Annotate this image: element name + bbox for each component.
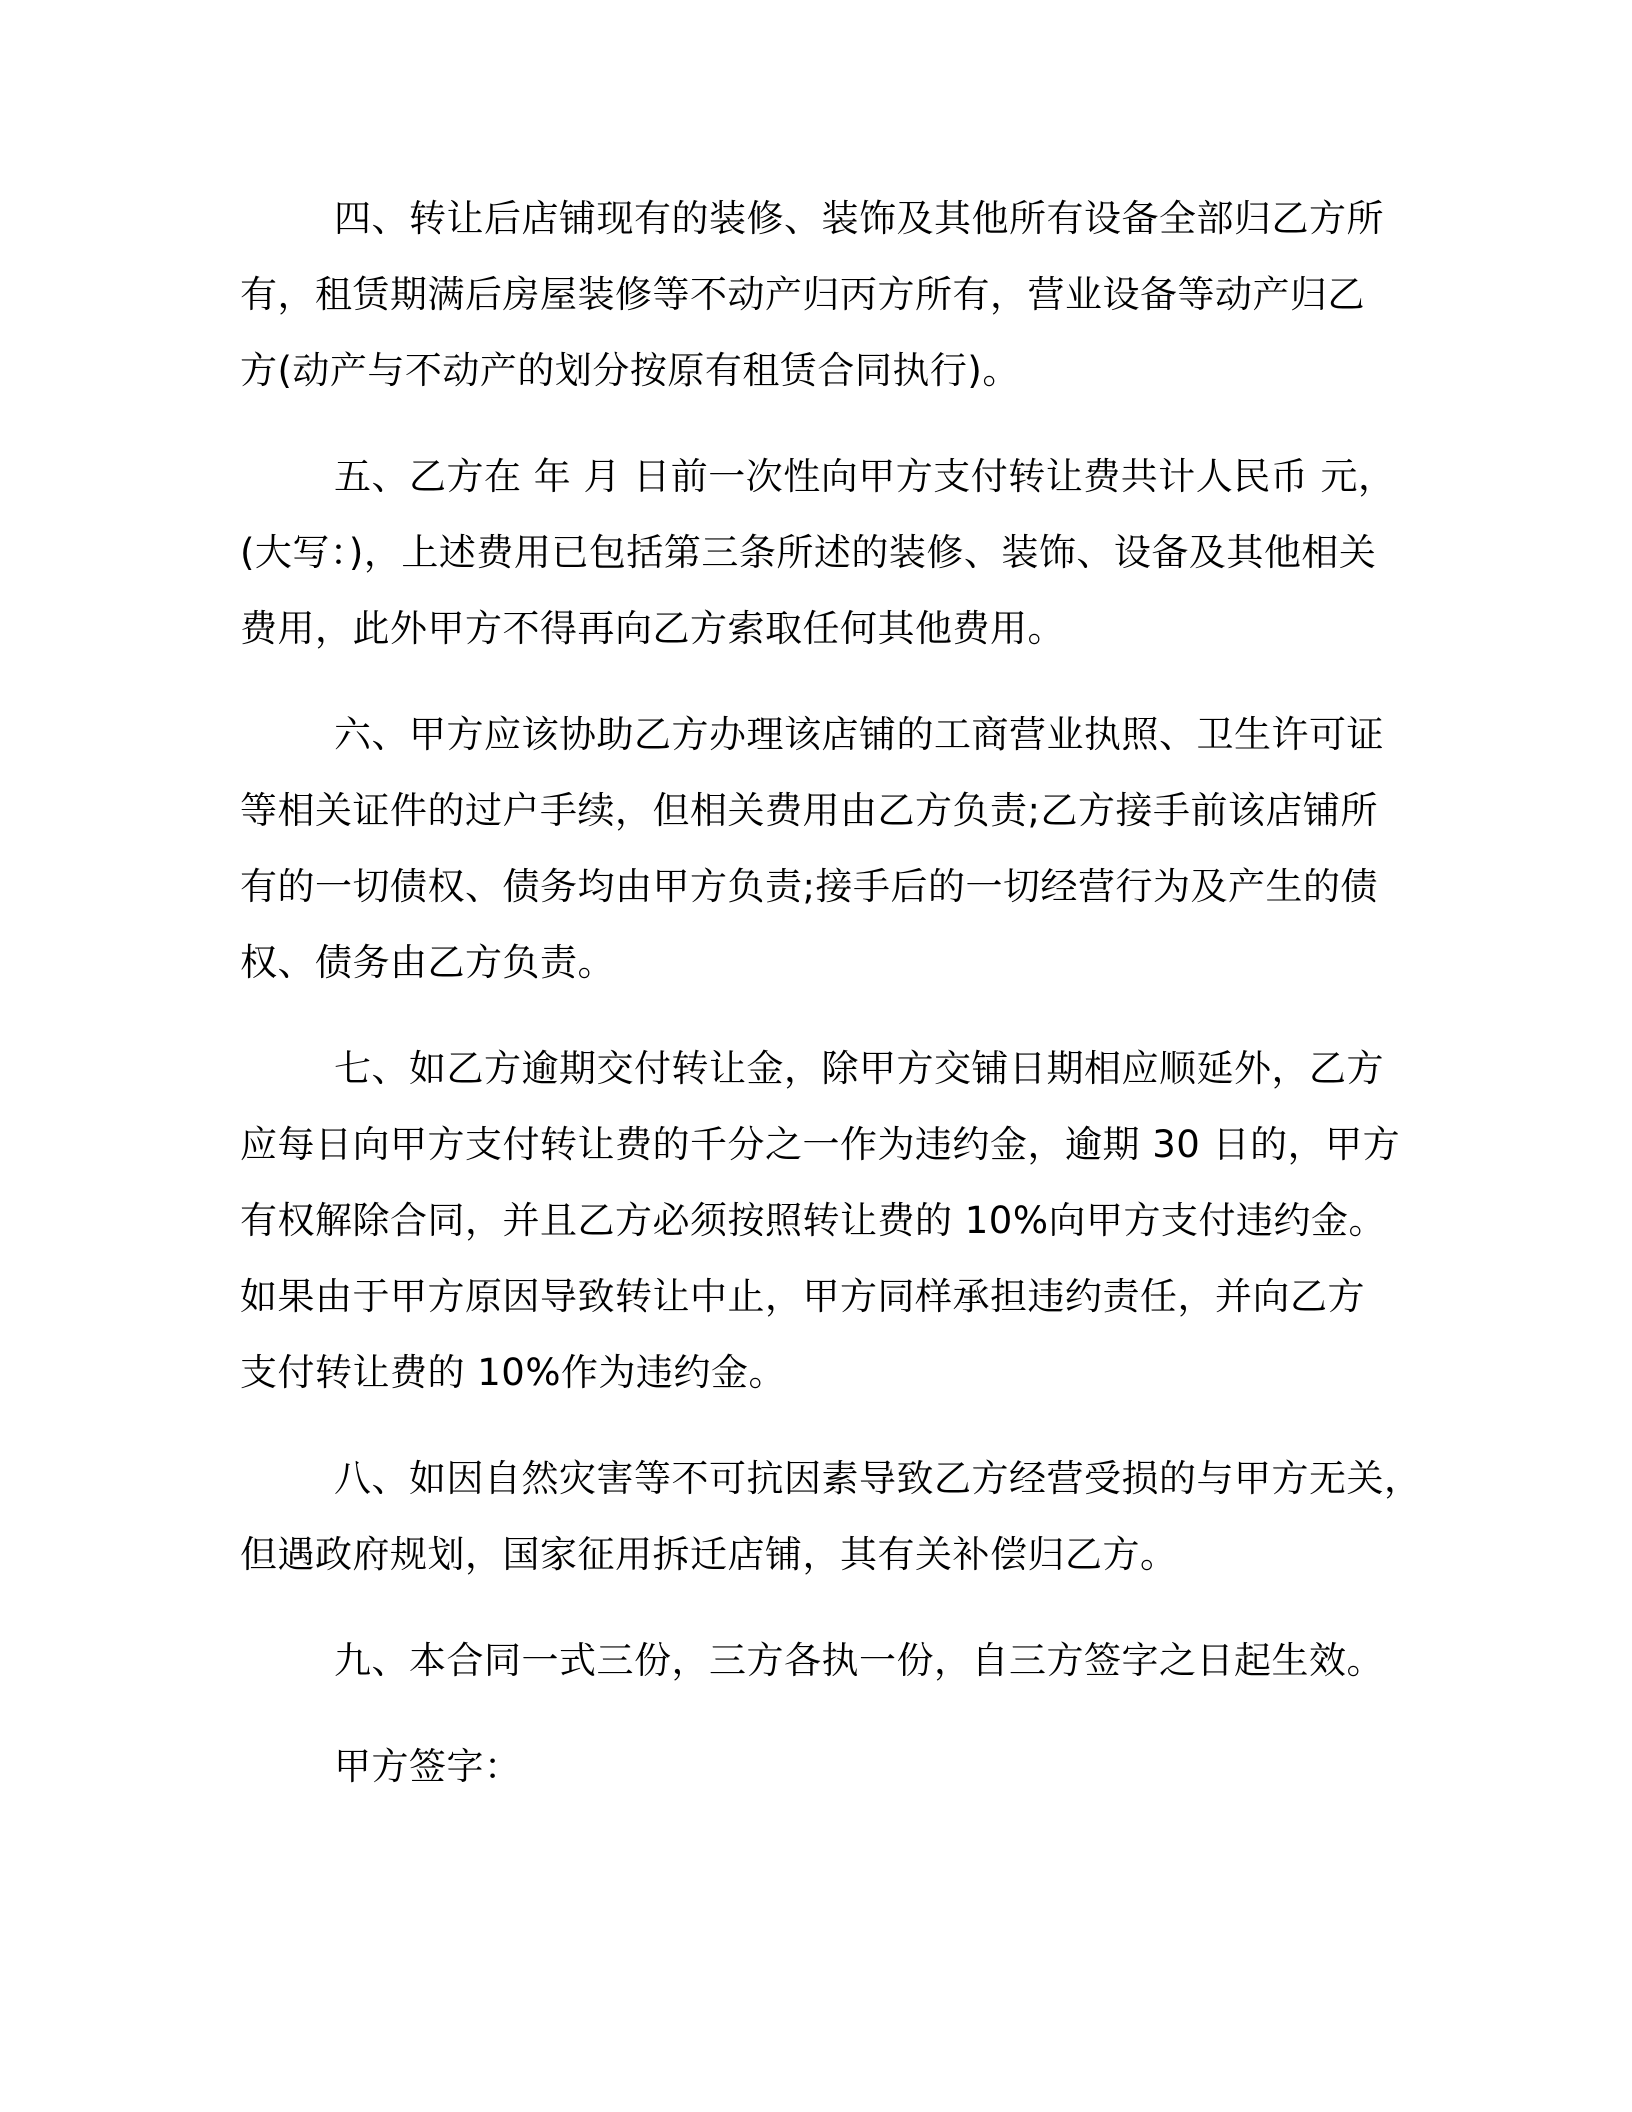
clause-8-line-2: 但遇政府规划，国家征用拆迁店铺，其有关补偿归乙方。 (240, 1533, 1178, 1576)
clause-6-line-3: 有的一切债权、债务均由甲方负责;接手后的一切经营行为及产生的债 (240, 865, 1378, 908)
clause-7-line-1: 七、如乙方逾期交付转让金，除甲方交铺日期相应顺延外，乙方 (334, 1047, 1384, 1090)
clause-8-line-1: 八、如因自然灾害等不可抗因素导致乙方经营受损的与甲方无关， (334, 1457, 1422, 1500)
party-a-signature-label: 甲方签字： (334, 1745, 522, 1788)
clause-5-line-2: (大写：)，上述费用已包括第三条所述的装修、装饰、设备及其他相关 (240, 531, 1377, 574)
clause-9-line-1: 九、本合同一式三份，三方各执一份，自三方签字之日起生效。 (334, 1639, 1384, 1682)
clause-5-line-3: 费用，此外甲方不得再向乙方索取任何其他费用。 (240, 607, 1065, 650)
clause-7-line-2: 应每日向甲方支付转让费的千分之一作为违约金，逾期 30 日的，甲方 (240, 1123, 1401, 1166)
clause-5-line-1: 五、乙方在 年 月 日前一次性向甲方支付转让费共计人民币 元， (334, 455, 1396, 498)
clause-4-line-2: 有，租赁期满后房屋装修等不动产归丙方所有，营业设备等动产归乙 (240, 273, 1365, 316)
clause-6-line-4: 权、债务由乙方负责。 (240, 941, 615, 984)
clause-7-line-4: 如果由于甲方原因导致转让中止，甲方同样承担违约责任，并向乙方 (240, 1275, 1365, 1318)
clause-7-line-3: 有权解除合同，并且乙方必须按照转让费的 10%向甲方支付违约金。 (240, 1199, 1386, 1242)
clause-6-line-1: 六、甲方应该协助乙方办理该店铺的工商营业执照、卫生许可证 (334, 713, 1384, 756)
clause-6-line-2: 等相关证件的过户手续，但相关费用由乙方负责;乙方接手前该店铺所 (240, 789, 1378, 832)
clause-7-line-5: 支付转让费的 10%作为违约金。 (240, 1351, 786, 1394)
clause-4-line-1: 四、转让后店铺现有的装修、装饰及其他所有设备全部归乙方所 (334, 197, 1384, 240)
clause-4-line-3: 方(动产与不动产的划分按原有租赁合同执行)。 (240, 349, 1020, 392)
